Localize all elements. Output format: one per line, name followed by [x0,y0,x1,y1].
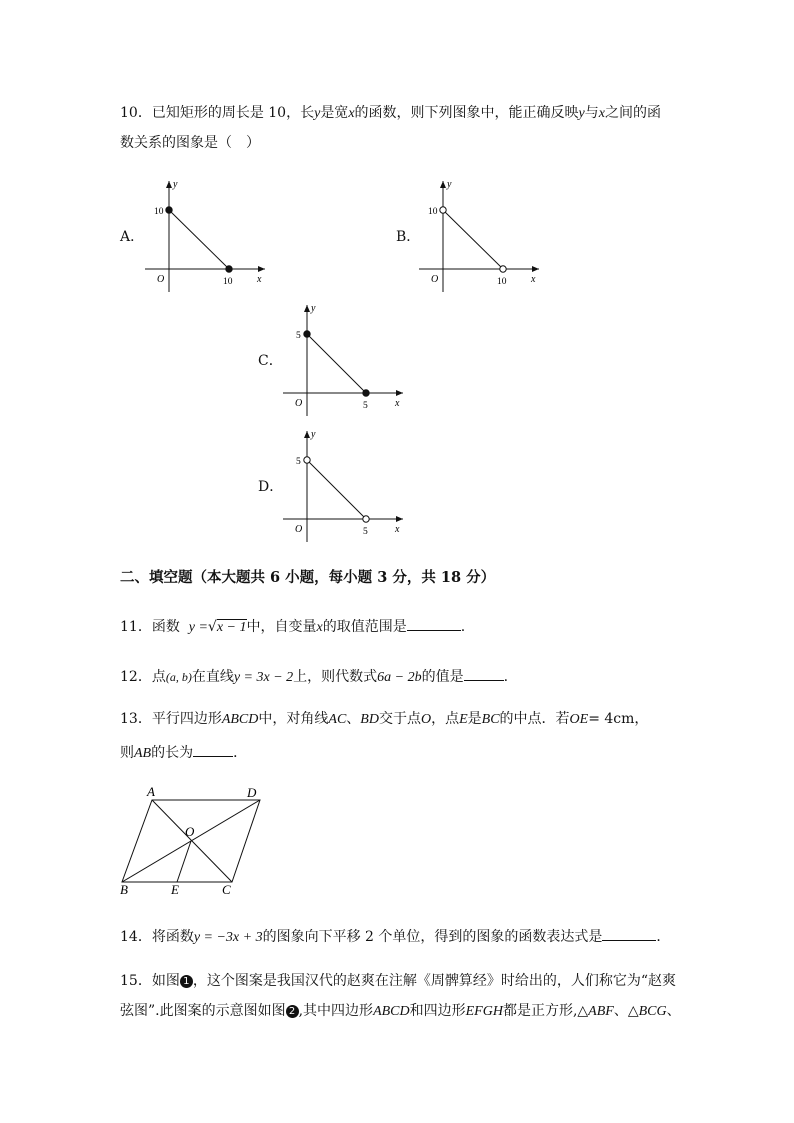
y-axis-arrow [304,431,310,438]
origin-label: O [157,274,165,285]
figure-2-marker: 2 [286,1005,299,1018]
y-axis-arrow [166,181,172,188]
y-axis-label: y [447,179,452,190]
vertex-label-b: B [120,882,128,896]
graph-segment [307,460,366,519]
answer-blank[interactable] [407,616,461,631]
x-axis-label: x [395,524,400,535]
y-axis-label: y [173,179,178,190]
option-a-label: A． [120,229,145,245]
q10-line1: 10．已知矩形的周长是 10，长y是宽x的函数，则下列图象中，能正确反映y与x之间的函 [120,105,661,121]
y-axis-arrow [440,181,446,188]
option-d-label: D． [258,479,284,495]
x-axis-arrow [532,266,539,272]
q13-line1: 13．平行四边形ABCD中，对角线AC、BD交于点O，点E是BC的中点．若OE= 4cm， [120,711,649,727]
x-axis-label: x [395,398,400,409]
point-label-e: E [171,882,179,896]
x-tick-label: 5 [363,401,368,411]
y-tick-label: 5 [296,457,301,467]
x-tick-label: 10 [497,277,507,287]
figure-1-marker: 1 [180,975,193,988]
x-tick-label: 10 [223,277,233,287]
endpoint-y [304,457,310,463]
q12-line: 12．点(a, b)在直线y = 3x − 2上，则代数式6a − 2b的值是 . [120,666,508,687]
option-b-graph [414,176,544,296]
x-tick-label: 5 [363,527,368,537]
y-tick-label: 5 [296,331,301,341]
q14-line: 14．将函数y = −3x + 3的图象向下平移 2 个单位，得到的图象的函数表达式是 ． [120,926,670,947]
graph-segment [307,334,366,393]
endpoint-x [226,266,232,272]
endpoint-y [166,207,172,213]
q15-line2: 弦图”.此图案的示意图如图 2 ,其中四边形ABCD和四边形EFGH都是正方形,△ABF、△BCG、 [120,1003,681,1019]
q13-line2: 则AB的长为 ． [120,742,247,763]
q10-line2: 数关系的图象是（ ） [120,135,260,151]
graph-segment [169,210,229,269]
x-axis-arrow [396,390,403,396]
endpoint-y [440,207,446,213]
x-axis-arrow [396,516,403,522]
endpoint-y [304,331,310,337]
segment-oe [177,841,191,882]
origin-label: O [295,398,303,409]
endpoint-x [363,390,369,396]
option-a-graph [140,176,270,296]
y-tick-label: 10 [428,207,438,217]
option-c-graph [278,300,408,420]
endpoint-x [363,516,369,522]
graph-segment [443,210,503,269]
option-c-label: C． [258,353,283,369]
diagonal-ac [152,800,232,882]
vertex-label-a: A [147,784,155,799]
answer-blank[interactable] [464,666,504,681]
answer-blank[interactable] [193,742,233,757]
y-axis-label: y [311,429,316,440]
vertex-label-c: C [222,882,231,896]
answer-blank[interactable] [602,926,656,941]
x-axis-arrow [258,266,265,272]
origin-label: O [431,274,439,285]
y-tick-label: 10 [154,207,164,217]
q11-line: 11．函数 y =√x − 1中，自变量x的取值范围是 . [120,616,465,637]
vertex-label-d: D [247,785,257,800]
point-label-o: O [185,824,195,839]
q15-line1: 15．如图 1 ，这个图案是我国汉代的赵爽在注解《周髀算经》时给出的，人们称它为“赵爽 [120,973,676,989]
y-axis-arrow [304,305,310,312]
option-b-label: B． [396,229,421,245]
y-axis-label: y [311,303,316,314]
endpoint-x [500,266,506,272]
origin-label: O [295,524,303,535]
parallelogram-figure [112,784,272,896]
section-heading: 二、填空题（本大题共 6 小题，每小题 3 分，共 18 分） [120,569,496,586]
x-axis-label: x [531,274,536,285]
sqrt-sign: √ [207,619,217,635]
x-axis-label: x [257,274,262,285]
option-d-graph [278,426,408,546]
